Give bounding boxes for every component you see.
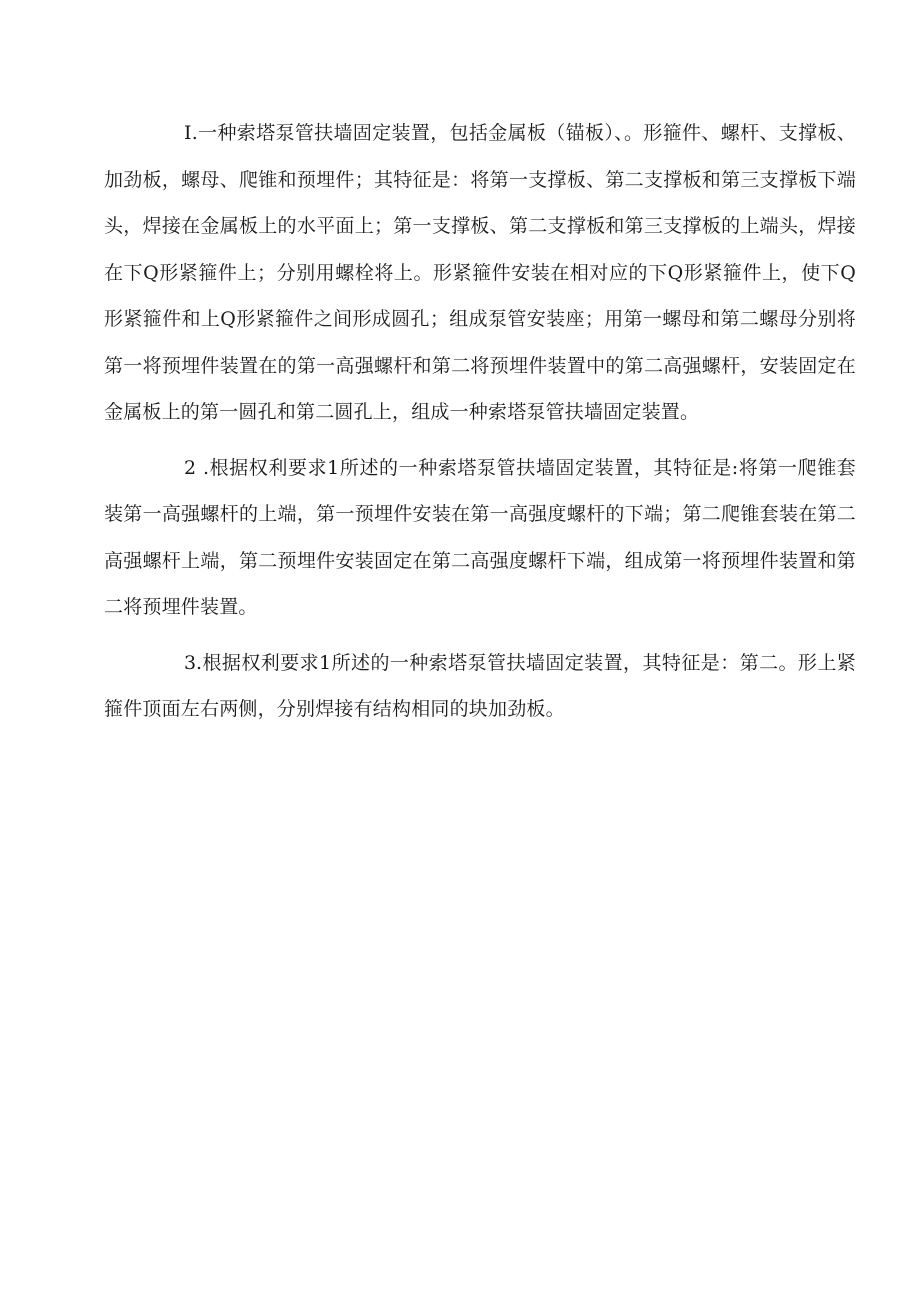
claim-3 [104,640,856,733]
claim-number: 3 [184,651,197,674]
claim-1 [104,110,856,436]
claim-number: I. [184,122,198,144]
claim-number: 2 [184,456,197,479]
claim-text: .根据权利要求1所述的一种索塔泵管扶墙固定装置，其特征是:将第一爬锥套装第一高强螺杆的上端，第一预埋件安装在第一高强度螺杆的下端；第二爬锥套装在第二高强螺杆上端，第二预埋件安装固定在第二高强度螺杆下端，组成第一将预埋件装置和第二将预埋件装置。 [104,456,856,618]
claim-text: 一种索塔泵管扶墙固定装置，包括金属板（锚板）、。形箍件、螺杆、支撑板、加劲板，螺母、爬锥和预埋件；其特征是：将第一支撑板、第二支撑板和第三支撑板下端头，焊接在金属板上的水平面上；第一支撑板、第二支撑板和第三支撑板的上端头，焊接在下Q形紧箍件上；分别用螺栓将上。形紧箍件安装在相对应的下Q形紧箍件上，使下Q形紧箍件和上Q形紧箍件之间形成圆孔；组成泵管安装座；用第一螺母和第二螺母分别将第一将预埋件装置在的第一高强螺杆和第二将预埋件装置中的第二高强螺杆，安装固定在金属板上的第一圆孔和第二圆孔上，组成一种索塔泵管扶墙固定装置。 [104,122,856,423]
claim-text: .根据权利要求1所述的一种索塔泵管扶墙固定装置，其特征是：第二。形上紧箍件顶面左右两侧，分别焊接有结构相同的块加劲板。 [104,651,856,720]
claim-2 [104,445,856,631]
document-page [104,110,856,733]
